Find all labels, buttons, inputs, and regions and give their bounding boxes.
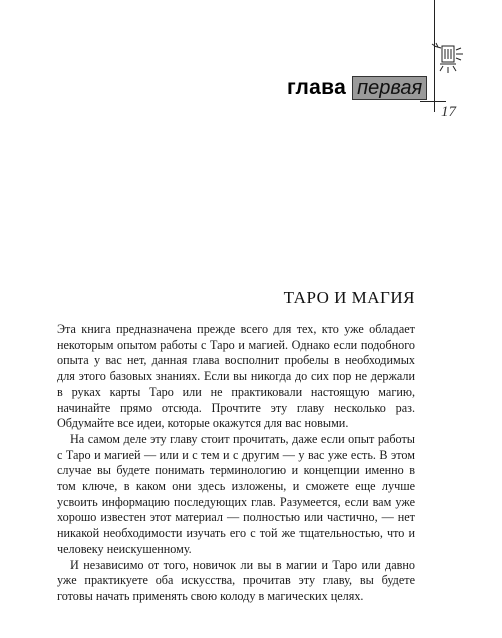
- chapter-ordinal-box: [352, 76, 427, 100]
- body-text: [57, 322, 415, 605]
- paragraph: И независимо от того, новичок ли вы в магии и Таро или давно уже практикуете оба искусства, прочитав эту главу, вы будете готовы начать применять свою колоду в магических целях.: [57, 557, 415, 603]
- chapter-ordinal: первая: [357, 76, 423, 99]
- paragraph: На самом деле эту главу стоит прочитать, даже если опыт работы с Таро и магией — или и с тем и с другим — у вас уже есть. В этом случае вы будете понимать терминологию и концепции именно в том ключе, в каком они здесь изложены, и сможете еще лучше усвоить информацию последующих глав. Разумеется, если вам уже хорошо известен этот материал — полностью или частично, — нет никакой необходимости изучать его с той же тщательностью, что и человеку неискушенному.: [57, 431, 415, 556]
- chapter-heading: [287, 76, 427, 100]
- section-title: ТАРО И МАГИЯ: [283, 288, 415, 307]
- chapter-word: глава: [287, 76, 347, 99]
- horizontal-rule: [420, 101, 446, 102]
- page-number: 17: [441, 104, 456, 120]
- paragraph: Эта книга предназначена прежде всего для тех, кто уже обладает некоторым опытом работы с Таро и магией. Однако если подобного опыта у вас нет, данная глава восполнит пробелы в необходимых для этого базовых знаниях. Если вы никогда до сих пор не держали в руках карты Таро или не практиковали настоящую магию, начинайте прямо отсюда. Прочтите эту главу несколько раз. Обдумайте все идеи, которые окажутся для вас новыми.: [57, 322, 415, 431]
- lamp-icon: [427, 40, 467, 80]
